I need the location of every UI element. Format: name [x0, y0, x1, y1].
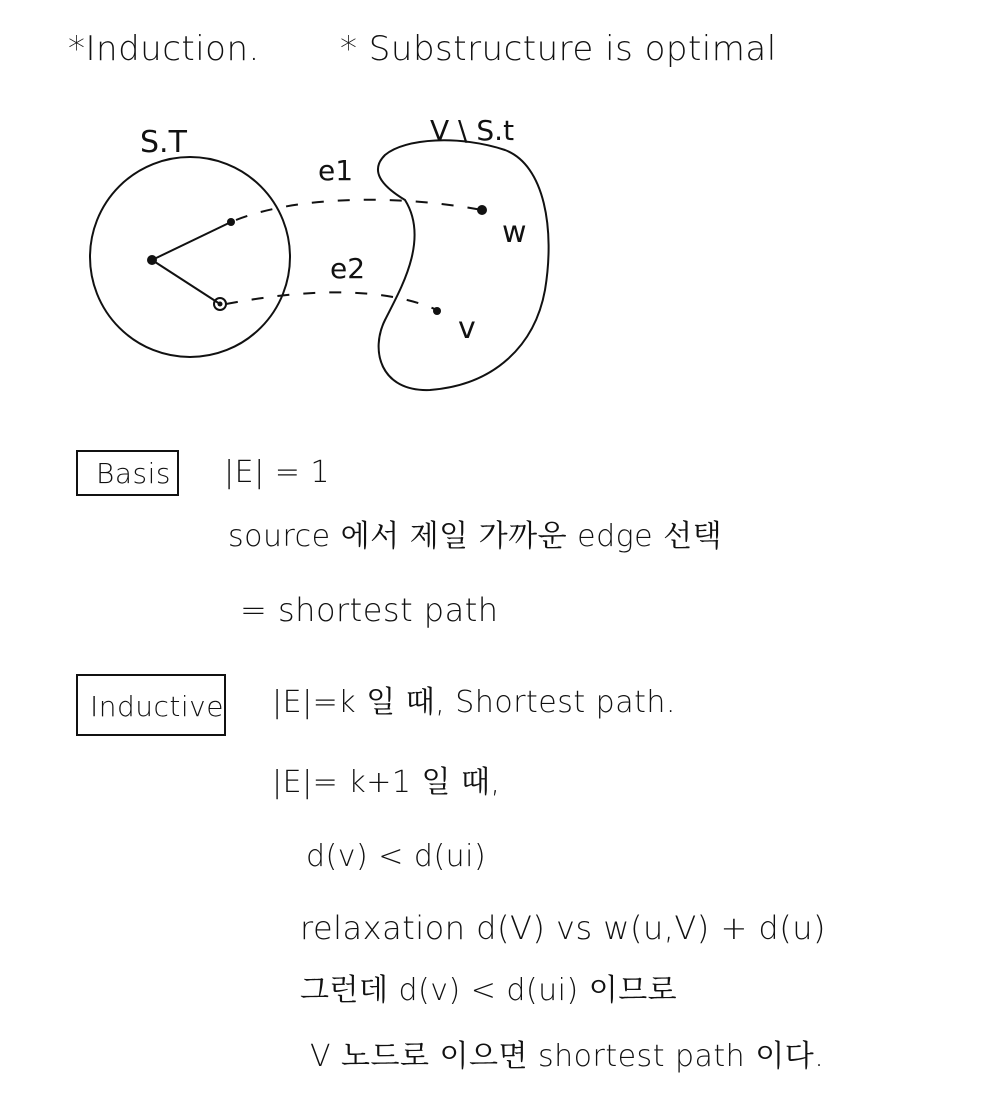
node-v-label: v: [458, 311, 476, 346]
basis-label-box: [76, 450, 179, 496]
substructure-note: * Substructure is optimal: [340, 29, 777, 69]
inductive-line-6: V 노드로 이으면 shortest path 이다.: [310, 1039, 825, 1074]
source-node: [147, 255, 157, 265]
shortest-path-tree-diagram: [0, 0, 1000, 420]
inductive-label-box: [76, 674, 226, 736]
node-v: [433, 307, 441, 315]
tree-edge-lower: [152, 260, 220, 304]
spanning-tree-circle: [90, 157, 290, 357]
basis-line-1: |E| = 1: [224, 455, 330, 490]
basis-line-2: source 에서 제일 가까운 edge 선택: [228, 519, 723, 554]
inductive-line-2: |E|= k+1 일 때,: [272, 765, 501, 800]
inductive-line-4: relaxation d(V) vs w(u,V) + d(u): [300, 909, 826, 947]
edge-e2-dashed: [226, 292, 437, 310]
tree-edge-upper: [152, 222, 231, 260]
node-w: [477, 205, 487, 215]
tree-node-lower-core: [218, 302, 223, 307]
node-w-label: w: [502, 215, 527, 250]
remaining-set-label: V \ S.t: [430, 114, 515, 147]
induction-title: *Induction.: [68, 29, 260, 69]
tree-node-upper: [227, 218, 235, 226]
inductive-line-1: |E|=k 일 때, Shortest path.: [272, 685, 676, 720]
inductive-line-3: d(v) < d(ui): [306, 839, 487, 874]
inductive-label: Inductive: [90, 690, 224, 723]
remaining-vertices-blob: [378, 140, 549, 390]
edge-e2-label: e2: [330, 252, 366, 285]
basis-label: Basis: [96, 457, 171, 490]
edge-e1-label: e1: [318, 154, 354, 187]
basis-line-3: = shortest path: [240, 591, 499, 629]
inductive-line-5: 그런데 d(v) < d(ui) 이므로: [300, 973, 678, 1008]
spanning-tree-label: S.T: [140, 125, 187, 160]
